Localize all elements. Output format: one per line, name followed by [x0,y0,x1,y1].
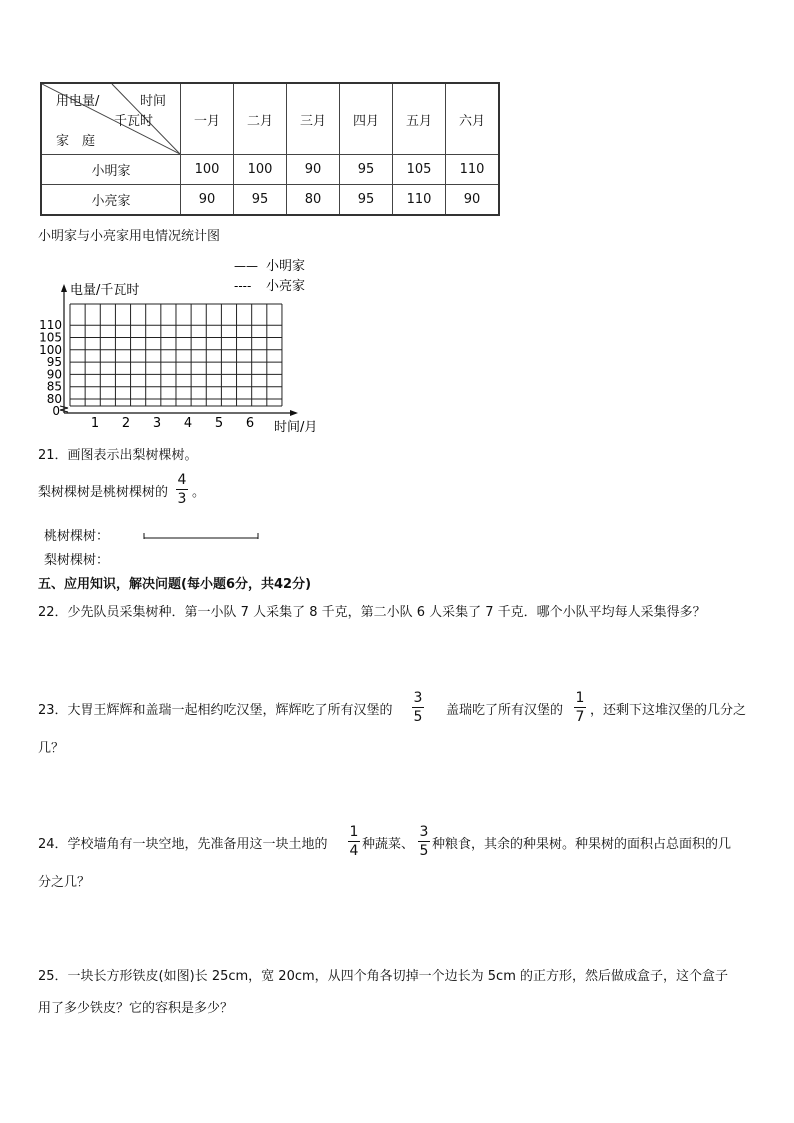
fraction-numerator: 1 [575,690,585,706]
chart-title: 小明家与小亮家用电情况统计图 [38,229,221,244]
month-header: 一月 [181,83,234,155]
fraction-numerator: 4 [177,472,187,488]
table-cell: 80 [287,185,340,216]
table-cell: 95 [340,185,393,216]
legend-label: 小明家 [266,259,306,274]
header-unit-label: 千瓦时 [114,114,154,129]
y-tick-label: 80 [46,392,62,406]
q21-statement [38,484,168,502]
q23-part1: 23．大胃王辉辉和盖瑞一起相约吃汉堡，辉辉吃了所有汉堡的 [38,703,393,718]
fraction-numerator: 1 [349,824,359,840]
fraction-numerator: 3 [419,824,429,840]
table-cell: 90 [287,155,340,185]
q24-part1: 24．学校墙角有一块空地，先准备用这一块土地的 [38,837,328,852]
y-tick-label: 90 [46,367,62,382]
table-cell: 100 [181,155,234,185]
x-tick-label: 1 [90,416,100,431]
axis-break [60,406,68,412]
q23-part2: 盖瑞吃了所有汉堡的 [446,703,564,718]
month-header: 二月 [234,83,287,155]
fraction-denominator: 5 [413,709,423,725]
y-tick-label: 95 [46,355,62,370]
table-cell: 110 [446,155,500,185]
table-cell: 105 [393,155,446,185]
q25-line2: 用了多少铁皮？它的容积是多少？ [38,1001,234,1016]
q24-fraction-2 [418,824,430,859]
y-axis-arrow [61,284,67,292]
y-axis-title: 电量/千瓦时 [70,283,140,298]
fraction-bar [574,707,586,708]
table-cell: 95 [340,155,393,185]
month-header: 五月 [393,83,446,155]
q22-text: 22．少先队员采集树种．第一小队 7 人采集了 8 千克，第二小队 6 人采集了 7 千克．哪个小队平均每人采集得多？ [38,605,706,620]
y-tick-label: 105 [39,330,62,345]
peach-segment [143,531,259,541]
legend-marker: —— [234,259,258,273]
q24-part2: 种蔬菜、 [362,837,415,852]
q23-fraction-2 [574,690,586,725]
table-row [41,185,499,216]
q23-line2: 几？ [38,741,65,756]
x-axis-arrow [290,410,298,416]
q21-statement-prefix: 梨树棵树是桃树棵树的 [38,485,169,500]
q24-line2: 分之几？ [38,875,91,890]
section-heading: 五、应用知识，解决问题(每小题6分，共42分) [38,577,312,592]
x-axis-title: 时间/月 [274,420,318,435]
header-family-label: 家 庭 [56,134,96,149]
q23-part3: ，还剩下这堆汉堡的几分之 [590,703,747,718]
family-name: 小明家 [41,155,181,185]
x-tick-label: 2 [121,416,131,431]
month-header: 四月 [340,83,393,155]
q24-fraction-1 [348,824,360,859]
table-cell: 110 [393,185,446,216]
month-header: 六月 [446,83,500,155]
diagonal-header-cell [41,83,181,155]
fraction-bar [348,841,360,842]
fraction-bar [176,489,188,490]
y-tick-label: 110 [39,318,62,333]
table-cell: 90 [446,185,500,216]
pear-label: 梨树棵树： [44,553,110,568]
q21-text: 21．画图表示出梨树棵树。 [38,448,198,463]
fraction-denominator: 7 [575,709,585,725]
x-tick-label: 6 [245,416,255,431]
legend-label: 小亮家 [266,279,306,294]
q23-fraction-1 [412,690,424,725]
y-tick-label: 0 [52,404,60,418]
table-cell: 95 [234,185,287,216]
electricity-table [40,82,500,216]
fraction-denominator: 3 [177,491,187,507]
q24-part3: 种粮食，其余的种果树。种果树的面积占总面积的几 [432,837,732,852]
header-usage-label: 用电量/ [56,94,100,109]
month-header: 三月 [287,83,340,155]
header-time-label: 时间 [140,94,167,109]
fraction-numerator: 3 [413,690,423,706]
x-tick-label: 4 [183,416,193,431]
x-tick-label: 3 [152,416,162,431]
fraction-denominator: 5 [419,843,429,859]
q21-fraction [176,472,188,507]
y-tick-label: 85 [46,379,62,394]
table-cell: 100 [234,155,287,185]
electricity-line-chart [38,256,338,442]
x-tick-label: 5 [214,416,224,431]
family-name: 小亮家 [41,185,181,216]
fraction-bar [412,707,424,708]
legend-marker: ---- [234,279,252,293]
q25-line1: 25．一块长方形铁皮(如图)长 25cm，宽 20cm，从四个角各切掉一个边长为 5cm 的正方形，然后做成盒子，这个盒子 [38,969,729,984]
y-tick-label: 100 [39,342,62,357]
peach-label: 桃树棵树： [44,529,110,544]
fraction-denominator: 4 [349,843,359,859]
fraction-bar [418,841,430,842]
table-cell: 90 [181,185,234,216]
table-row [41,155,499,185]
q21-statement-suffix: 。 [192,485,206,500]
